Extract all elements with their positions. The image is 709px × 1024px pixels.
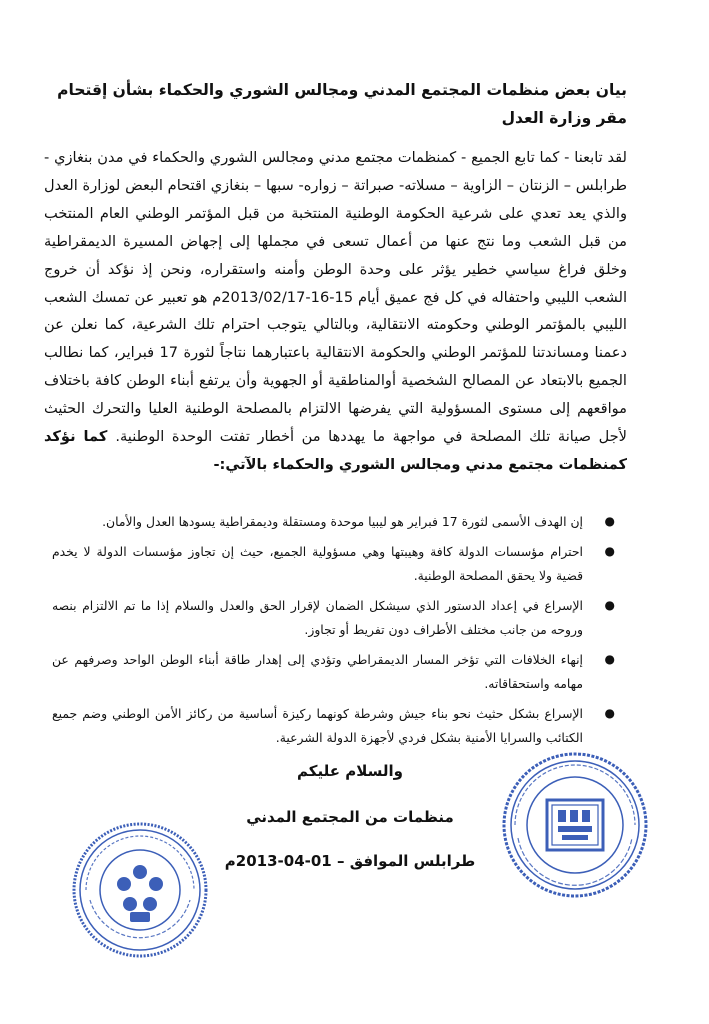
right-stamp-icon <box>500 750 650 900</box>
left-stamp-icon <box>70 820 210 960</box>
bullet-icon: ● <box>604 544 615 558</box>
document-title: بيان بعض منظمات المجتمع المدني ومجالس الشوري والحكماء بشأن إقتحام مقر وزارة العدل <box>57 81 627 127</box>
list-item-text: إن الهدف الأسمى لثورة 17 فبراير هو ليبيا موحدة ومستقلة وديمقراطية يسودها العدل والأمان. <box>102 514 583 529</box>
list-item-text: الإسراع بشكل حثيث نحو بناء جيش وشرطة كونهما ركيزة أساسية من ركائز الأمن الوطني وضم جميع الكتائب والسرايا الأمنية بشكل فردي لأجهزة الدولة الشرعية. <box>52 706 583 745</box>
list-item <box>52 540 615 588</box>
statement-paragraph-text: لقد تابعنا - كما تابع الجميع - كمنظمات مجتمع مدني ومجالس الشوري والحكماء في مدن بنغازي - طرابلس – الزنتان – الزاوية – مسلاته- صبراتة – زواره- سبها – بنغازي اقتحام البعض لوزارة العدل والذي يعد تعدي على شرعية الحكومة الوطنية المنتخبة من قبل المؤتمر الوطني العام المنتخب من قبل الشعب وما نتج عنها من أعمال تسعى في مجملها إلى إجهاض المسيرة الديمقراطية وخلق فراغ سياسي خطير يؤثر على وحدة الوطن وأمنه واستقراره، ونحن إذ نؤكد أن خروج الشعب الليبي واحتفاله في كل فج عميق أيام 15-16-2013/02/17م هو تعبير عن تمسك الشعب الليبي بالمؤتمر الوطني وحكومته الانتقالية، وبالتالي يتوجب احترام تلك الشرعية، كما نعلن عن دعمنا ومساندتنا للمؤتمر الوطني والحكومة الانتقالية باعتبارهما نتاجاً لثورة 17 فبراير، كما نطالب الجميع بالابتعاد عن المصالح الشخصية أوالمناطقية أو الجهوية وأن يرتفع أبناء الوطن كافة باختلاف مواقعهم إلى مستوى المسؤولية التي يفرضها الالتزام بالمصلحة الوطنية العليا والتحرك الحثيث لأجل صيانة تلك المصلحة في مواجهة ما يهددها من أخطار تفتت الوحدة الوطنية. <box>44 149 627 446</box>
statement-paragraph <box>44 144 627 479</box>
list-item <box>52 648 615 696</box>
list-item <box>52 702 615 750</box>
bullet-icon: ● <box>604 598 615 612</box>
bullet-icon: ● <box>604 706 615 720</box>
bullet-icon: ● <box>604 514 615 528</box>
list-item <box>52 510 615 534</box>
signatory: منظمات من المجتمع المدني <box>246 808 454 826</box>
dateline: طرابلس الموافق – 01-04-2013م <box>224 852 476 870</box>
demands-list <box>52 510 615 756</box>
list-item-text: احترام مؤسسات الدولة كافة وهيبتها وهي مسؤولية الجميع، حيث إن تجاوز مؤسسات الدولة لا يخدم قضية ولا يحقق المصلحة الوطنية. <box>52 544 583 583</box>
bullet-icon: ● <box>604 652 615 666</box>
closing-greeting: والسلام عليكم <box>297 762 403 780</box>
statement-emphasis: كما نؤكد كمنظمات مجتمع مدني ومجالس الشوري والحكماء بالآتي:- <box>44 428 627 473</box>
list-item <box>52 594 615 642</box>
list-item-text: إنهاء الخلافات التي تؤخر المسار الديمقراطي وتؤدي إلى إهدار طاقة أبناء الوطن الواحد وصرفهم عن مهامه واستحقاقاته. <box>52 652 583 691</box>
list-item-text: الإسراع في إعداد الدستور الذي سيشكل الضمان لإقرار الحق والعدل والسلام إذا ما تم الالتزام بنصه وروحه من جانب مختلف الأطراف دون تفريط أو تجاوز. <box>52 598 583 637</box>
